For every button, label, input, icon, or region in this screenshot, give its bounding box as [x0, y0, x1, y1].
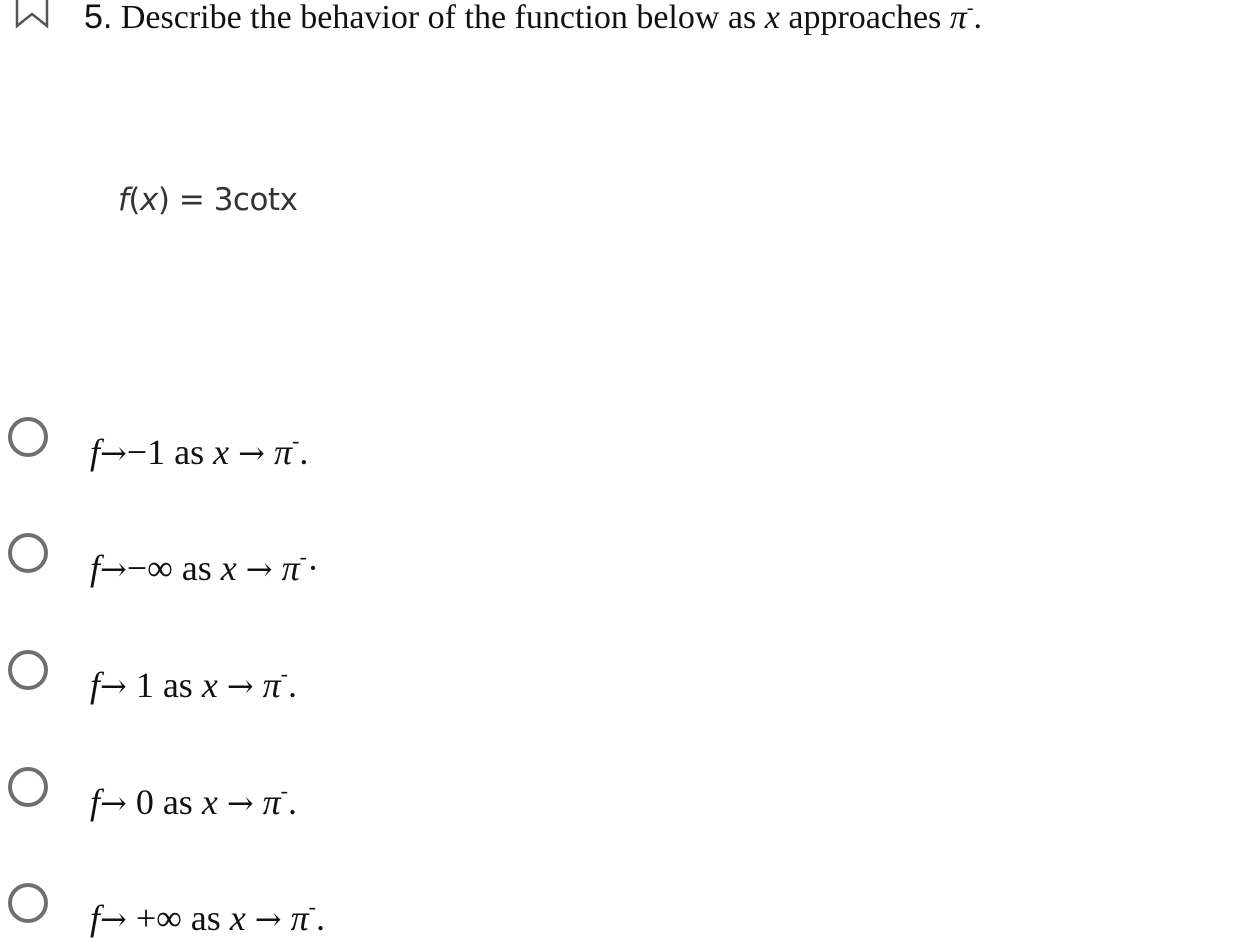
- option-end: .: [299, 432, 309, 472]
- option-arrow: →: [100, 667, 127, 705]
- option-f: f: [90, 782, 101, 822]
- radio-unchecked-icon[interactable]: [8, 883, 48, 923]
- option-as: as: [162, 665, 193, 705]
- option-arrow2: →: [245, 550, 273, 588]
- option-value: −1: [126, 432, 166, 472]
- option-f: f: [90, 898, 101, 938]
- question-text-before: Describe the behavior of the function below as: [120, 0, 757, 36]
- option-sup: -: [291, 428, 300, 453]
- option-arrow: →: [100, 900, 127, 938]
- answer-option-label: [90, 765, 297, 829]
- option-x: x: [213, 432, 230, 472]
- option-arrow2: →: [226, 667, 254, 705]
- bookmark-icon[interactable]: [14, 0, 50, 30]
- formula-open-paren: (: [128, 182, 141, 218]
- option-end: .: [288, 782, 297, 822]
- option-pi: π: [273, 432, 292, 472]
- option-as: as: [181, 548, 212, 588]
- answer-option-4[interactable]: [8, 767, 608, 825]
- option-value: −∞: [126, 548, 173, 588]
- radio-unchecked-icon[interactable]: [8, 650, 48, 690]
- formula-rhs: 3cotx: [213, 182, 298, 218]
- option-arrow2: →: [226, 784, 254, 822]
- option-sup: -: [299, 544, 307, 569]
- answer-option-label: [90, 881, 325, 945]
- function-formula: [118, 178, 297, 222]
- question-text-middle: approaches: [788, 0, 942, 36]
- formula-fname: f: [118, 182, 129, 218]
- option-sup: -: [280, 661, 288, 686]
- question-target-sup: -: [966, 0, 974, 19]
- option-x: x: [220, 548, 237, 588]
- question-end: .: [973, 0, 982, 36]
- option-arrow2: →: [238, 434, 265, 472]
- option-as: as: [174, 432, 205, 472]
- answer-option-2[interactable]: [8, 533, 608, 591]
- question-variable: x: [764, 0, 780, 36]
- answer-option-label: [90, 415, 308, 479]
- option-f: f: [90, 548, 101, 588]
- option-value: +∞: [135, 898, 182, 938]
- radio-unchecked-icon[interactable]: [8, 767, 48, 807]
- question-text: [84, 0, 982, 40]
- option-f: f: [90, 665, 101, 705]
- option-pi: π: [262, 665, 281, 705]
- question-number: 5.: [84, 0, 113, 36]
- option-x: x: [201, 665, 218, 705]
- question-target: π: [949, 0, 967, 36]
- option-end: .: [315, 898, 325, 938]
- radio-unchecked-icon[interactable]: [8, 533, 48, 573]
- option-pi: π: [290, 898, 309, 938]
- option-sup: -: [308, 894, 316, 919]
- option-as: as: [190, 898, 221, 938]
- option-sup: -: [280, 778, 288, 803]
- option-pi: π: [262, 782, 281, 822]
- answer-option-3[interactable]: [8, 650, 608, 708]
- option-x: x: [229, 898, 246, 938]
- option-f: f: [90, 432, 101, 472]
- option-pi: π: [281, 548, 300, 588]
- option-arrow: →: [100, 434, 127, 472]
- option-as: as: [162, 782, 193, 822]
- option-end: .: [288, 665, 297, 705]
- option-end: ·: [306, 548, 319, 588]
- answer-option-label: [90, 531, 319, 595]
- formula-var: x: [140, 182, 158, 218]
- option-value: 0: [135, 782, 154, 822]
- option-arrow2: →: [254, 900, 282, 938]
- answer-option-label: [90, 648, 297, 712]
- answer-option-1[interactable]: [8, 417, 608, 475]
- answer-option-5[interactable]: [8, 883, 608, 941]
- option-value: 1: [135, 665, 154, 705]
- option-arrow: →: [100, 550, 127, 588]
- option-arrow: →: [100, 784, 127, 822]
- formula-equals: =: [169, 182, 214, 218]
- option-x: x: [201, 782, 218, 822]
- formula-close-paren: ): [157, 182, 170, 218]
- radio-unchecked-icon[interactable]: [8, 417, 48, 457]
